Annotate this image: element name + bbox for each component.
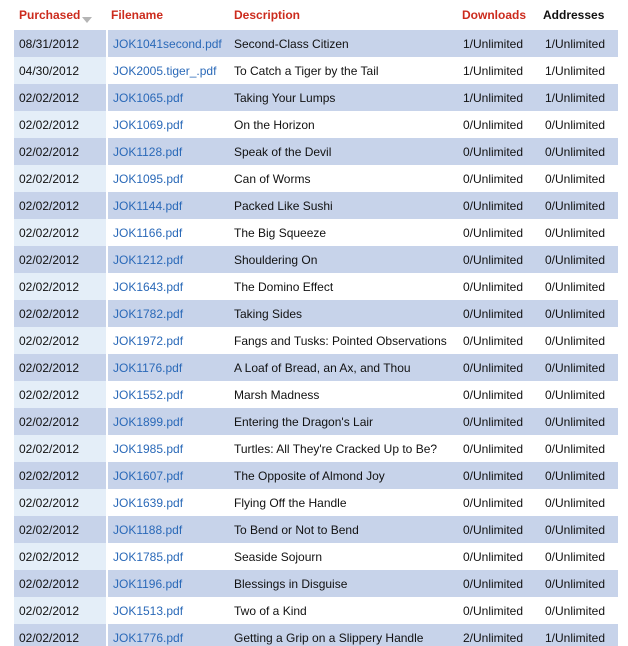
purchased-date-cell: 02/02/2012 <box>14 462 106 489</box>
addresses-cell: 0/Unlimited <box>538 327 618 354</box>
description-cell: Blessings in Disguise <box>229 570 457 597</box>
addresses-cell: 0/Unlimited <box>538 138 618 165</box>
filename-cell <box>106 462 229 489</box>
downloads-cell: 0/Unlimited <box>457 570 538 597</box>
addresses-cell: 0/Unlimited <box>538 354 618 381</box>
filename-link[interactable]: JOK1785.pdf <box>113 549 184 564</box>
addresses-cell: 0/Unlimited <box>538 381 618 408</box>
downloads-cell: 0/Unlimited <box>457 408 538 435</box>
filename-cell <box>106 408 229 435</box>
table-row <box>14 30 618 57</box>
table-row <box>14 516 618 543</box>
filename-cell <box>106 516 229 543</box>
filename-cell <box>106 354 229 381</box>
addresses-cell: 0/Unlimited <box>538 570 618 597</box>
purchased-date-cell: 02/02/2012 <box>14 516 106 543</box>
description-cell: On the Horizon <box>229 111 457 138</box>
downloads-cell: 0/Unlimited <box>457 327 538 354</box>
filename-cell <box>106 624 229 646</box>
filename-link[interactable]: JOK1552.pdf <box>113 387 184 402</box>
description-cell: Flying Off the Handle <box>229 489 457 516</box>
table-row <box>14 84 618 111</box>
filename-link[interactable]: JOK1065.pdf <box>113 90 184 105</box>
table-row <box>14 57 618 84</box>
sort-down-icon <box>82 17 92 23</box>
column-header-description[interactable] <box>229 0 457 30</box>
downloads-cell: 0/Unlimited <box>457 489 538 516</box>
purchased-date-cell: 02/02/2012 <box>14 381 106 408</box>
description-cell: Can of Worms <box>229 165 457 192</box>
downloads-cell: 0/Unlimited <box>457 111 538 138</box>
table-body <box>14 30 618 646</box>
purchased-date-cell: 02/02/2012 <box>14 624 106 646</box>
filename-link[interactable]: JOK1643.pdf <box>113 279 184 294</box>
filename-cell <box>106 489 229 516</box>
filename-cell <box>106 381 229 408</box>
addresses-cell: 0/Unlimited <box>538 111 618 138</box>
column-header-purchased-label: Purchased <box>19 7 81 22</box>
filename-cell <box>106 300 229 327</box>
column-header-downloads-label: Downloads <box>462 8 527 22</box>
column-header-filename-label: Filename <box>111 8 164 22</box>
addresses-cell: 0/Unlimited <box>538 219 618 246</box>
downloads-cell: 0/Unlimited <box>457 138 538 165</box>
table-row <box>14 192 618 219</box>
downloads-cell: 0/Unlimited <box>457 273 538 300</box>
description-cell: Two of a Kind <box>229 597 457 624</box>
filename-link[interactable]: JOK1776.pdf <box>113 630 184 645</box>
downloads-cell: 0/Unlimited <box>457 516 538 543</box>
addresses-cell: 0/Unlimited <box>538 408 618 435</box>
description-cell: Taking Sides <box>229 300 457 327</box>
downloads-cell: 1/Unlimited <box>457 84 538 111</box>
purchased-date-cell: 02/02/2012 <box>14 192 106 219</box>
filename-cell <box>106 165 229 192</box>
table-row <box>14 408 618 435</box>
filename-link[interactable]: JOK1212.pdf <box>113 252 184 267</box>
description-cell: The Domino Effect <box>229 273 457 300</box>
filename-cell <box>106 273 229 300</box>
purchased-date-cell: 02/02/2012 <box>14 489 106 516</box>
addresses-cell: 0/Unlimited <box>538 165 618 192</box>
filename-link[interactable]: JOK1639.pdf <box>113 495 184 510</box>
description-cell: Entering the Dragon's Lair <box>229 408 457 435</box>
downloads-table <box>14 0 618 646</box>
filename-link[interactable]: JOK2005.tiger_.pdf <box>113 63 217 78</box>
downloads-cell: 0/Unlimited <box>457 192 538 219</box>
filename-cell <box>106 84 229 111</box>
table-row <box>14 543 618 570</box>
purchased-date-cell: 02/02/2012 <box>14 408 106 435</box>
downloads-cell: 0/Unlimited <box>457 462 538 489</box>
filename-link[interactable]: JOK1144.pdf <box>113 198 183 213</box>
description-cell: Packed Like Sushi <box>229 192 457 219</box>
filename-link[interactable]: JOK1985.pdf <box>113 441 184 456</box>
purchased-date-cell: 02/02/2012 <box>14 165 106 192</box>
addresses-cell: 0/Unlimited <box>538 246 618 273</box>
purchased-date-cell: 02/02/2012 <box>14 327 106 354</box>
table-row <box>14 246 618 273</box>
downloads-cell: 0/Unlimited <box>457 354 538 381</box>
table-row <box>14 462 618 489</box>
downloads-cell: 0/Unlimited <box>457 165 538 192</box>
filename-cell <box>106 111 229 138</box>
filename-link[interactable]: JOK1095.pdf <box>113 171 184 186</box>
description-cell: To Bend or Not to Bend <box>229 516 457 543</box>
addresses-cell: 0/Unlimited <box>538 300 618 327</box>
table-row <box>14 435 618 462</box>
description-cell: Shouldering On <box>229 246 457 273</box>
purchased-date-cell: 02/02/2012 <box>14 435 106 462</box>
table-row <box>14 570 618 597</box>
purchased-date-cell: 02/02/2012 <box>14 597 106 624</box>
purchased-date-cell: 02/02/2012 <box>14 84 106 111</box>
addresses-cell: 1/Unlimited <box>538 57 618 84</box>
table-row <box>14 624 618 646</box>
header-row <box>14 0 618 30</box>
description-cell: Getting a Grip on a Slippery Handle <box>229 624 457 646</box>
filename-link[interactable]: JOK1513.pdf <box>113 603 184 618</box>
filename-cell <box>106 219 229 246</box>
addresses-cell: 0/Unlimited <box>538 516 618 543</box>
description-cell: Fangs and Tusks: Pointed Observations <box>229 327 457 354</box>
purchased-date-cell: 02/02/2012 <box>14 111 106 138</box>
downloads-cell: 0/Unlimited <box>457 219 538 246</box>
filename-link[interactable]: JOK1176.pdf <box>113 360 183 375</box>
description-cell: Marsh Madness <box>229 381 457 408</box>
purchased-date-cell: 02/02/2012 <box>14 138 106 165</box>
downloads-cell: 0/Unlimited <box>457 300 538 327</box>
addresses-cell: 0/Unlimited <box>538 462 618 489</box>
column-header-addresses-label: Addresses <box>543 8 605 22</box>
table-row <box>14 219 618 246</box>
downloads-cell: 0/Unlimited <box>457 597 538 624</box>
addresses-cell: 1/Unlimited <box>538 624 618 646</box>
addresses-cell: 0/Unlimited <box>538 543 618 570</box>
column-header-purchased[interactable] <box>14 0 106 30</box>
addresses-cell: 1/Unlimited <box>538 84 618 111</box>
addresses-cell: 0/Unlimited <box>538 435 618 462</box>
filename-link[interactable]: JOK1782.pdf <box>113 306 184 321</box>
filename-cell <box>106 30 229 57</box>
filename-link[interactable]: JOK1128.pdf <box>113 144 183 159</box>
description-cell: To Catch a Tiger by the Tail <box>229 57 457 84</box>
filename-link[interactable]: JOK1607.pdf <box>113 468 184 483</box>
description-cell: Second-Class Citizen <box>229 30 457 57</box>
purchased-date-cell: 04/30/2012 <box>14 57 106 84</box>
table-row <box>14 327 618 354</box>
description-cell: A Loaf of Bread, an Ax, and Thou <box>229 354 457 381</box>
purchased-date-cell: 02/02/2012 <box>14 246 106 273</box>
filename-cell <box>106 246 229 273</box>
table-row <box>14 354 618 381</box>
purchased-date-cell: 02/02/2012 <box>14 300 106 327</box>
filename-cell <box>106 570 229 597</box>
addresses-cell: 0/Unlimited <box>538 192 618 219</box>
downloads-cell: 2/Unlimited <box>457 624 538 646</box>
downloads-cell: 0/Unlimited <box>457 381 538 408</box>
table-row <box>14 273 618 300</box>
description-cell: Seaside Sojourn <box>229 543 457 570</box>
table-row <box>14 165 618 192</box>
purchased-date-cell: 02/02/2012 <box>14 543 106 570</box>
column-header-addresses <box>538 0 618 30</box>
purchased-date-cell: 02/02/2012 <box>14 273 106 300</box>
description-cell: The Opposite of Almond Joy <box>229 462 457 489</box>
column-header-filename[interactable] <box>106 0 229 30</box>
addresses-cell: 0/Unlimited <box>538 597 618 624</box>
description-cell: Taking Your Lumps <box>229 84 457 111</box>
downloads-cell: 1/Unlimited <box>457 30 538 57</box>
downloads-cell: 1/Unlimited <box>457 57 538 84</box>
purchased-date-cell: 02/02/2012 <box>14 354 106 381</box>
filename-cell <box>106 435 229 462</box>
addresses-cell: 0/Unlimited <box>538 489 618 516</box>
filename-link[interactable]: JOK1899.pdf <box>113 414 184 429</box>
description-cell: The Big Squeeze <box>229 219 457 246</box>
filename-link[interactable]: JOK1069.pdf <box>113 117 184 132</box>
table-row <box>14 111 618 138</box>
filename-link[interactable]: JOK1166.pdf <box>113 225 183 240</box>
table-header <box>14 0 618 30</box>
filename-link[interactable]: JOK1972.pdf <box>113 333 184 348</box>
filename-cell <box>106 138 229 165</box>
filename-link[interactable]: JOK1041second.pdf <box>113 36 222 51</box>
filename-cell <box>106 327 229 354</box>
description-cell: Speak of the Devil <box>229 138 457 165</box>
column-header-description-label: Description <box>234 8 301 22</box>
purchased-date-cell: 08/31/2012 <box>14 30 106 57</box>
downloads-cell: 0/Unlimited <box>457 543 538 570</box>
table-row <box>14 381 618 408</box>
filename-link[interactable]: JOK1196.pdf <box>113 576 183 591</box>
table-row <box>14 597 618 624</box>
downloads-cell: 0/Unlimited <box>457 246 538 273</box>
purchased-date-cell: 02/02/2012 <box>14 219 106 246</box>
description-cell: Turtles: All They're Cracked Up to Be? <box>229 435 457 462</box>
filename-cell <box>106 57 229 84</box>
column-header-downloads[interactable] <box>457 0 538 30</box>
purchased-date-cell: 02/02/2012 <box>14 570 106 597</box>
filename-cell <box>106 597 229 624</box>
downloads-cell: 0/Unlimited <box>457 435 538 462</box>
table-row <box>14 300 618 327</box>
table-row <box>14 138 618 165</box>
filename-link[interactable]: JOK1188.pdf <box>113 522 183 537</box>
filename-cell <box>106 543 229 570</box>
filename-cell <box>106 192 229 219</box>
addresses-cell: 0/Unlimited <box>538 273 618 300</box>
table-row <box>14 489 618 516</box>
addresses-cell: 1/Unlimited <box>538 30 618 57</box>
